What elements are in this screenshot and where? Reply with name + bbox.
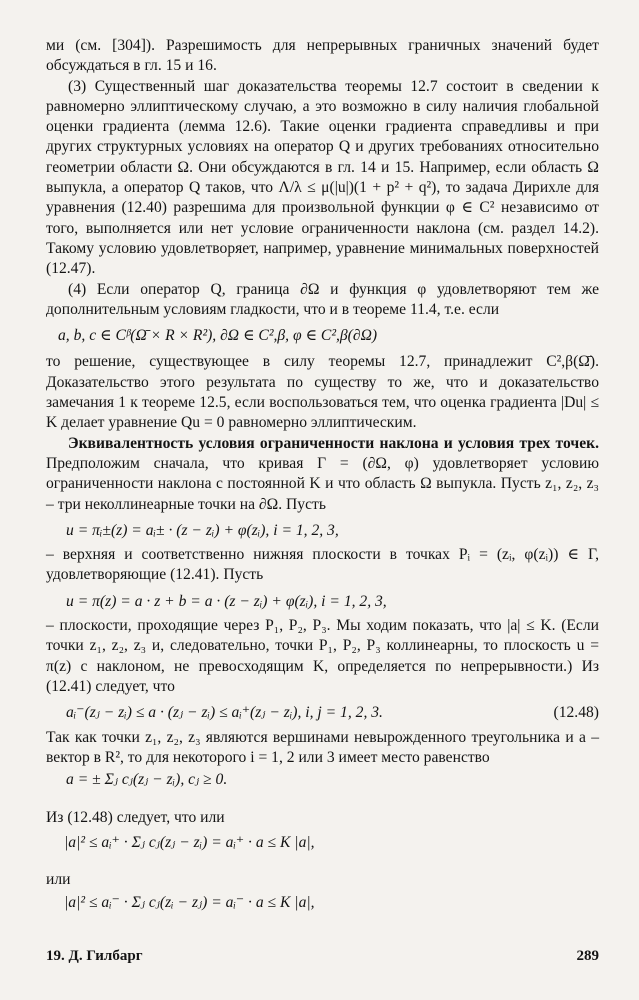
- formula-smoothness: a, b, c ∈ Cᵝ(Ω̄ × R × R²), ∂Ω ∈ C²,β, φ ∈ C²,β(∂Ω): [58, 327, 378, 345]
- formula-vector-a: a = ± Σⱼ cⱼ(zⱼ − zᵢ), cⱼ ≥ 0.: [66, 771, 228, 789]
- paragraph-6: – верхняя и соответственно нижняя плоскости в точках Pᵢ = (zᵢ, φ(zᵢ)) ∈ Γ, удовлетворяющие (12.41). Пусть: [46, 546, 599, 584]
- section-heading: Эквивалентность условия ограниченности наклона и условия трех точек.: [68, 434, 599, 452]
- formula-12-48: [46, 703, 599, 723]
- formula-plane-pi: u = π(z) = a · z + b = a · (z − zᵢ) + φ(zᵢ), i = 1, 2, 3,: [66, 592, 387, 610]
- formula-12-48-body: aᵢ⁻(zⱼ − zᵢ) ≤ a · (zⱼ − zᵢ) ≤ aᵢ⁺(zⱼ − zᵢ), i, j = 1, 2, 3.: [66, 704, 383, 722]
- formula-estimate-minus: |a|² ≤ aᵢ⁻ · Σⱼ cⱼ(zᵢ − zⱼ) = aᵢ⁻ · a ≤ K |a|,: [64, 893, 315, 911]
- equation-number: (12.48): [553, 704, 599, 722]
- word-ili: или: [46, 870, 71, 888]
- formula-planes-pm: u = πᵢ±(z) = aᵢ± · (z − zᵢ) + φ(zᵢ), i = 1, 2, 3,: [66, 521, 339, 539]
- paragraph-5: [46, 434, 599, 515]
- paragraph-7: – плоскости, проходящие через P₁, P₂, P₃. Мы ходим показать, что |a| ≤ K. (Если точки z₁, z₂, z₃ и, следовательно, точки P₁, P₂, P₃ коллинеарны, то плоскость u = π(z) с наклоном, не превосходящим K, определяется по непрерывности.) Из (12.41) следует, что: [46, 617, 599, 695]
- paragraph-3: (4) Если оператор Q, граница ∂Ω и функция φ удовлетворяют тем же дополнительным условиям гладкости, что и в теореме 11.4, т.е. если: [46, 280, 599, 318]
- paragraph-9: Из (12.48) следует, что или: [46, 809, 225, 827]
- paragraph-5-text: Предположим сначала, что кривая Γ = (∂Ω, φ) удовлетворяет условию ограниченности наклона с постоянной K и что область Ω выпукла. Пусть z₁, z₂, z₃ – три неколлинеарные точки на ∂Ω. Пусть: [46, 454, 599, 513]
- paragraph-4: то решение, существующее в силу теоремы 12.7, принадлежит C²,β(Ω̄). Доказательство этого результата по существу то же, что и доказательство замечания 1 к теореме 12.5, если воспользоваться тем, что оценка градиента |Du| ≤ K делает уравнение Qu = 0 равномерно эллиптическим.: [46, 353, 599, 432]
- paragraph-1: ми (см. [304]). Разрешимость для непрерывных граничных значений будет обсуждаться в гл. 15 и 16.: [46, 37, 599, 75]
- page-footer: [46, 948, 599, 965]
- formula-estimate-plus: |a|² ≤ aᵢ⁺ · Σⱼ cⱼ(zⱼ − zᵢ) = aᵢ⁺ · a ≤ K |a|,: [64, 833, 315, 851]
- signature-mark: 19. Д. Гилбарг: [46, 948, 143, 964]
- page-number: 289: [576, 948, 599, 964]
- paragraph-8: Так как точки z₁, z₂, z₃ являются вершинами невырожденного треугольника и a – вектор в R², то для некоторого i = 1, 2 или 3 имеет место равенство: [46, 728, 599, 766]
- paragraph-2: (3) Существенный шаг доказательства теоремы 12.7 состоит в сведении к равномерно эллиптическому случаю, а это возможно в силу наличия глобальной оценки градиента (лемма 12.6). Такие оценки градиента справедливы и при других структурных условиях на оператор Q и других требованиях относительно геометрии области Ω. Они обсуждаются в гл. 14 и 15. Например, если область Ω выпукла, а оператор Q таков, что Λ/λ ≤ μ(|u|)(1 + p² + q²), то задача Дирихле для уравнения (12.40) разрешима для произвольной функции φ ∈ C² независимо от того, выполняется или нет условие ограниченности наклона (см. раздел 14.2). Такому условию удовлетворяет, например, уравнение минимальных поверхностей (12.47).: [46, 77, 599, 278]
